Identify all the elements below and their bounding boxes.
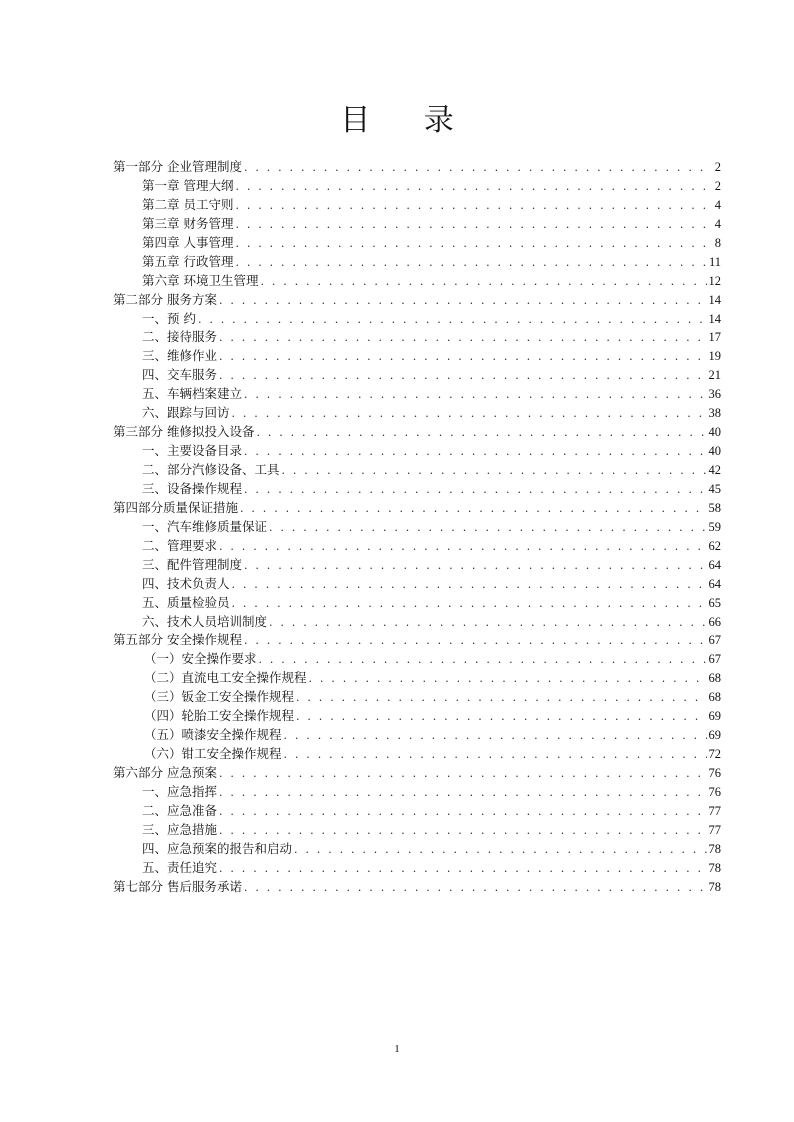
toc-leader-dots xyxy=(233,216,707,234)
toc-entry[interactable] xyxy=(113,215,721,234)
toc-entry-page: 40 xyxy=(708,425,721,440)
toc-entry[interactable] xyxy=(113,821,721,840)
toc-leader-dots xyxy=(217,822,707,840)
toc-entry-page: 64 xyxy=(708,576,721,591)
toc-leader-dots xyxy=(217,538,707,556)
toc-entry[interactable] xyxy=(113,177,721,196)
toc-entry-page: 77 xyxy=(708,822,721,837)
toc-entry-page: 65 xyxy=(708,595,721,610)
toc-leader-dots xyxy=(257,651,707,669)
toc-entry-label: （五）喷漆安全操作规程 xyxy=(144,727,282,743)
toc-leader-dots xyxy=(242,386,707,404)
toc-leader-dots xyxy=(217,367,707,385)
toc-entry-page: 19 xyxy=(708,349,721,364)
toc-entry-label: 三、应急措施 xyxy=(142,821,218,837)
toc-entry-label: 第五部分 安全操作规程 xyxy=(113,632,242,648)
toc-entry-label: 四、交车服务 xyxy=(142,367,218,383)
toc-entry[interactable] xyxy=(113,461,721,480)
toc-entry[interactable] xyxy=(113,783,721,802)
toc-entry-page: 67 xyxy=(708,652,721,667)
toc-entry-page: 14 xyxy=(708,311,721,326)
toc-entry-page: 42 xyxy=(708,463,721,477)
toc-entry-label: 二、应急准备 xyxy=(142,802,218,818)
toc-entry-page: 14 xyxy=(708,292,721,307)
toc-entry[interactable] xyxy=(113,253,721,272)
toc-entry[interactable] xyxy=(113,366,721,385)
toc-leader-dots xyxy=(233,178,707,196)
toc-entry[interactable] xyxy=(113,688,721,707)
toc-entry[interactable] xyxy=(113,878,721,897)
toc-entry[interactable] xyxy=(113,631,721,650)
toc-entry-label: 第六章 环境卫生管理 xyxy=(142,272,259,288)
page-title: 目 录 xyxy=(340,103,476,138)
toc-leader-dots xyxy=(217,860,707,878)
toc-entry[interactable] xyxy=(113,404,721,423)
toc-entry-label: 五、车辆档案建立 xyxy=(142,386,243,402)
toc-entry-label: 二、接待服务 xyxy=(142,329,218,345)
toc-entry[interactable] xyxy=(113,518,721,537)
toc-entry-label: 五、责任追究 xyxy=(142,859,218,875)
toc-entry-page: 40 xyxy=(708,444,721,459)
toc-entry-page: 4 xyxy=(714,216,721,231)
toc-entry-page: 69 xyxy=(708,728,721,743)
toc-entry-label: 四、应急预案的报告和启动 xyxy=(142,840,293,856)
toc-entry-page: 38 xyxy=(708,406,721,421)
toc-entry-page: 4 xyxy=(714,197,721,212)
toc-entry[interactable] xyxy=(113,859,721,878)
toc-entry[interactable] xyxy=(113,650,721,669)
toc-entry-label: 第四章 人事管理 xyxy=(142,234,234,250)
toc-leader-dots xyxy=(292,841,707,859)
toc-entry-page: 68 xyxy=(708,671,721,686)
toc-entry-label: 二、部分汽修设备、工具 xyxy=(142,462,280,477)
toc-leader-dots xyxy=(307,670,707,688)
toc-entry[interactable] xyxy=(113,310,721,329)
toc-entry[interactable] xyxy=(113,669,721,688)
toc-entry[interactable] xyxy=(113,291,721,310)
toc-entry[interactable] xyxy=(113,347,721,366)
toc-entry-label: 第五章 行政管理 xyxy=(142,253,234,269)
toc-entry-page: 64 xyxy=(708,557,721,572)
toc-entry-label: （一）安全操作要求 xyxy=(144,651,257,667)
toc-entry[interactable] xyxy=(113,726,721,745)
toc-leader-dots xyxy=(217,292,707,310)
toc-entry-label: 第六部分 应急预案 xyxy=(113,765,217,780)
toc-entry-page: 76 xyxy=(708,766,721,780)
toc-entry-label: 第一部分 企业管理制度 xyxy=(113,159,242,174)
toc-entry-page: 72 xyxy=(708,747,721,762)
toc-leader-dots xyxy=(242,879,707,897)
toc-entry-page: 67 xyxy=(708,633,721,648)
toc-leader-dots xyxy=(217,329,707,347)
toc-entry-page: 45 xyxy=(708,481,721,496)
toc-leader-dots xyxy=(217,348,707,366)
toc-entry-label: （二）直流电工安全操作规程 xyxy=(144,670,307,686)
toc-leader-dots xyxy=(280,462,707,480)
toc-entry[interactable] xyxy=(113,802,721,821)
toc-entry-page: 76 xyxy=(708,784,721,799)
toc-entry[interactable] xyxy=(113,423,721,442)
toc-entry[interactable] xyxy=(113,613,721,632)
toc-leader-dots xyxy=(196,311,707,329)
toc-leader-dots xyxy=(233,197,707,215)
toc-entry-page: 8 xyxy=(714,235,721,250)
toc-entry-label: 第二部分 服务方案 xyxy=(113,291,217,307)
toc-leader-dots xyxy=(282,727,707,745)
toc-leader-dots xyxy=(217,803,707,821)
toc-entry-label: 一、汽车维修质量保证 xyxy=(142,518,268,534)
toc-leader-dots xyxy=(230,595,707,613)
toc-entry-page: 78 xyxy=(708,841,721,856)
toc-entry[interactable] xyxy=(113,556,721,575)
toc-entry-label: 六、技术人员培训制度 xyxy=(142,613,268,629)
toc-entry-page: 58 xyxy=(708,500,721,515)
toc-entry[interactable] xyxy=(113,840,721,859)
toc-leader-dots xyxy=(242,443,707,461)
toc-entry-label: 三、维修作业 xyxy=(142,348,218,364)
toc-entry-label: 第三章 财务管理 xyxy=(142,215,234,231)
toc-entry-label: 第三部分 维修拟投入设备 xyxy=(113,424,255,440)
toc-entry-page: 69 xyxy=(708,709,721,724)
toc-leader-dots xyxy=(258,273,707,291)
toc-leader-dots xyxy=(217,784,707,802)
toc-leader-dots xyxy=(242,632,707,650)
toc-entry-label: 四、技术负责人 xyxy=(142,575,230,591)
page-number: 1 xyxy=(394,1043,400,1055)
toc-leader-dots xyxy=(242,159,707,177)
toc-entry[interactable] xyxy=(113,575,721,594)
toc-entry[interactable] xyxy=(113,385,721,404)
toc-leader-dots xyxy=(233,235,707,253)
toc-entry[interactable] xyxy=(113,196,721,215)
toc-entry-page: 68 xyxy=(708,690,721,705)
toc-entry[interactable] xyxy=(113,480,721,499)
toc-entry[interactable] xyxy=(113,594,721,613)
toc-leader-dots xyxy=(238,500,707,518)
toc-entry-label: 二、管理要求 xyxy=(142,537,218,553)
toc-entry-page: 77 xyxy=(708,803,721,818)
toc-leader-dots xyxy=(267,519,707,537)
toc-entry-label: （三）钣金工安全操作规程 xyxy=(144,689,295,705)
toc-entry-label: 第二章 员工守则 xyxy=(142,196,234,212)
toc-entry-page: 66 xyxy=(708,614,721,629)
toc-entry-label: 第四部分质量保证措施 xyxy=(113,499,239,515)
toc-entry-label: （六）钳工安全操作规程 xyxy=(144,746,282,762)
toc-entry-label: 一、预 约 xyxy=(142,310,196,326)
toc-entry[interactable] xyxy=(113,158,721,177)
toc-entry-label: 第一章 管理大纲 xyxy=(142,177,234,193)
toc-entry[interactable] xyxy=(113,537,721,556)
toc-entry-page: 62 xyxy=(708,538,721,553)
toc-entry-label: 一、主要设备目录 xyxy=(142,443,243,459)
toc-entry-page: 2 xyxy=(714,178,721,193)
toc-entry-page: 78 xyxy=(708,860,721,875)
toc-entry[interactable] xyxy=(113,499,721,518)
toc-leader-dots xyxy=(254,424,707,442)
toc-leader-dots xyxy=(294,708,707,726)
toc-entry-label: 第七部分 售后服务承诺 xyxy=(113,878,242,894)
toc-entry[interactable] xyxy=(113,707,721,726)
table-of-contents xyxy=(113,158,721,897)
toc-entry[interactable] xyxy=(113,745,721,764)
toc-entry-label: （四）轮胎工安全操作规程 xyxy=(144,708,295,724)
toc-entry-page: 78 xyxy=(708,879,721,894)
toc-entry-page: 59 xyxy=(708,519,721,534)
toc-leader-dots xyxy=(230,576,707,594)
toc-leader-dots xyxy=(242,481,707,499)
toc-entry[interactable] xyxy=(113,442,721,461)
toc-entry[interactable] xyxy=(113,764,721,783)
toc-entry-label: 一、应急指挥 xyxy=(142,783,218,799)
toc-leader-dots xyxy=(217,765,707,783)
toc-leader-dots xyxy=(267,614,707,632)
toc-entry[interactable] xyxy=(113,328,721,347)
toc-entry-page: 11 xyxy=(708,254,721,269)
toc-entry-page: 12 xyxy=(708,273,721,288)
toc-leader-dots xyxy=(233,254,707,272)
toc-entry-page: 17 xyxy=(708,330,721,345)
toc-entry[interactable] xyxy=(113,272,721,291)
toc-leader-dots xyxy=(242,557,707,575)
toc-entry-label: 三、配件管理制度 xyxy=(142,556,243,572)
toc-entry-label: 五、质量检验员 xyxy=(142,594,230,610)
toc-entry-page: 36 xyxy=(708,387,721,402)
toc-entry-label: 六、跟踪与回访 xyxy=(142,405,230,421)
toc-leader-dots xyxy=(282,746,707,764)
toc-leader-dots xyxy=(230,405,707,423)
toc-entry-page: 21 xyxy=(708,368,721,383)
toc-entry[interactable] xyxy=(113,234,721,253)
toc-entry-page: 2 xyxy=(714,160,721,174)
toc-leader-dots xyxy=(294,689,707,707)
toc-entry-label: 三、设备操作规程 xyxy=(142,480,243,496)
